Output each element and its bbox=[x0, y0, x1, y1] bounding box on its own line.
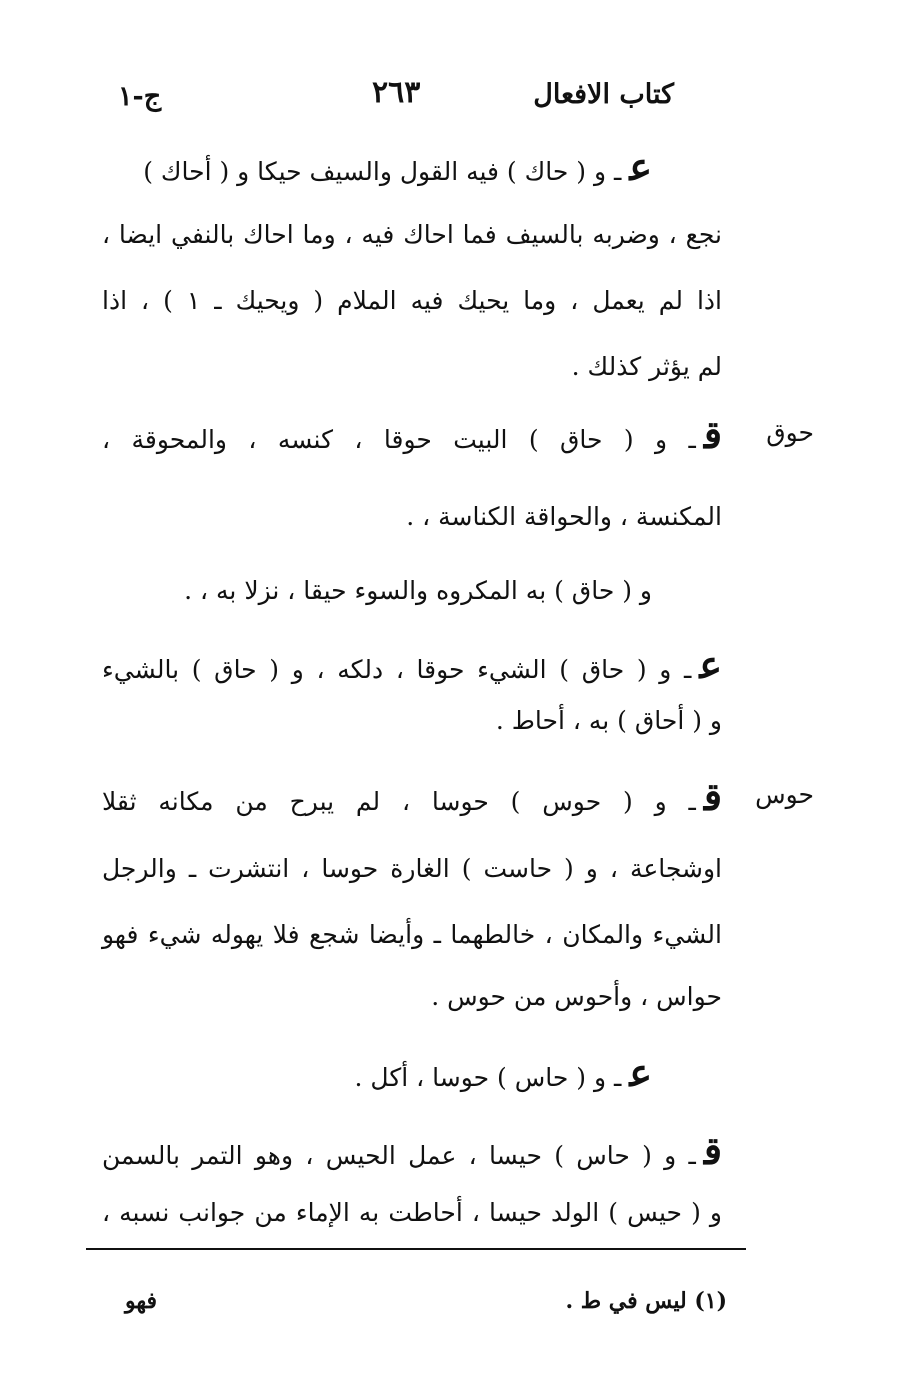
margin-root-word: حوس bbox=[755, 780, 814, 809]
line-text: ـ و ( حاس ) حوسا ، أكل . bbox=[354, 1063, 622, 1092]
text-line-6: المكنسة ، والحواقة الكناسة ، . bbox=[406, 502, 722, 531]
text-line-14 bbox=[102, 1050, 652, 1095]
text-line-7: و ( حاق ) به المكروه والسوء حيقا ، نزلا به ، . bbox=[184, 576, 652, 605]
catchword: فهو bbox=[125, 1288, 158, 1314]
section-letter: ق bbox=[703, 412, 722, 457]
margin-root-word: حوق bbox=[766, 418, 814, 447]
line-text: ـ و ( حاق ) الشيء حوقا ، دلكه ، و ( حاق ) بالشيء bbox=[102, 655, 692, 684]
footnote: (١) ليس في ط . bbox=[565, 1288, 727, 1314]
section-letter: ع bbox=[699, 642, 722, 687]
section-letter: ق bbox=[703, 1128, 722, 1173]
text-line-5 bbox=[102, 412, 722, 457]
text-line-1 bbox=[102, 144, 652, 189]
text-line-16: و ( حيس ) الولد حيسا ، أحاطت به الإماء من جوانب نسبه ، bbox=[102, 1198, 722, 1227]
line-text: ـ و ( حاك ) فيه القول والسيف حيكا و ( أحاك ) bbox=[143, 157, 622, 186]
book-title: كتاب الافعال bbox=[533, 79, 674, 110]
line-text: ـ و ( حاق ) البيت حوقا ، كنسه ، والمحوقة ، bbox=[102, 425, 696, 454]
text-line-15 bbox=[102, 1128, 722, 1173]
section-letter: ع bbox=[629, 144, 652, 189]
text-line-4: لم يؤثر كذلك . bbox=[571, 352, 722, 381]
footnote-divider bbox=[86, 1248, 746, 1250]
text-line-13: حواس ، وأحوس من حوس . bbox=[431, 982, 722, 1011]
line-text: ـ و ( حوس ) حوسا ، لم يبرح من مكانه ثقلا bbox=[102, 787, 696, 816]
text-line-8 bbox=[102, 642, 722, 687]
text-line-11: اوشجاعة ، و ( حاست ) الغارة حوسا ، انتشرت ـ والرجل bbox=[102, 854, 722, 883]
volume-label: ج-١ bbox=[118, 81, 162, 112]
section-letter: ق bbox=[703, 774, 722, 819]
text-line-9: و ( أحاق ) به ، أحاط . bbox=[495, 706, 722, 735]
text-line-3: اذا لم يعمل ، وما يحيك فيه الملام ( ويحيك ـ ١ ) ، اذا bbox=[102, 286, 723, 315]
text-line-10 bbox=[102, 774, 722, 819]
page-number: ٢٦٣ bbox=[372, 75, 421, 110]
line-text: ـ و ( حاس ) حيسا ، عمل الحيس ، وهو التمر بالسمن bbox=[102, 1141, 696, 1170]
text-line-2: نجع ، وضربه بالسيف فما احاك فيه ، وما احاك بالنفي ايضا ، bbox=[102, 220, 722, 249]
section-letter: ع bbox=[629, 1050, 652, 1095]
text-line-12: الشيء والمكان ، خالطهما ـ وأيضا شجع فلا يهوله شيء فهو bbox=[102, 920, 722, 949]
